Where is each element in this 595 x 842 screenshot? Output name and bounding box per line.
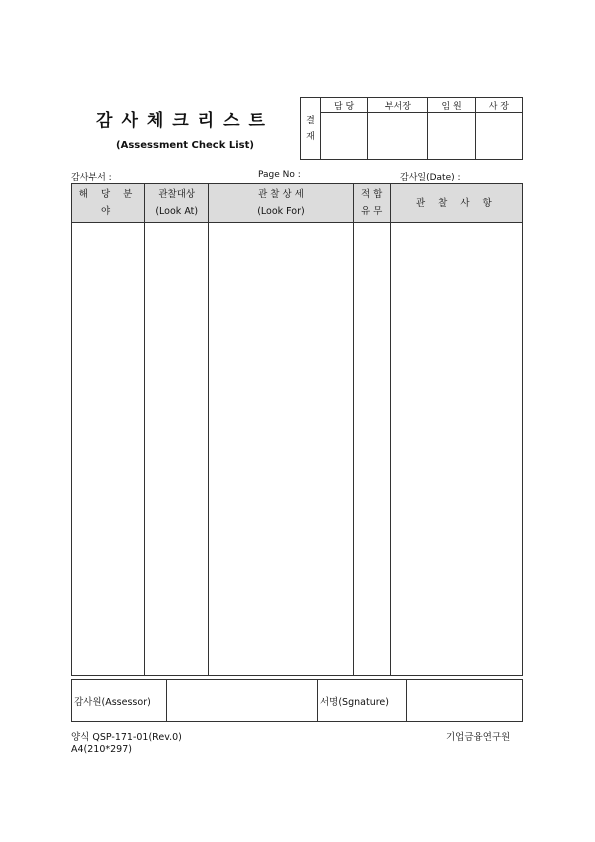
assessor-label: 감사원(Assessor) [72,680,167,722]
paper-size: A4(210*297) [71,744,132,755]
document-subtitle: (Assessment Check List) [116,140,254,151]
approval-side-label: 결 재 [301,98,321,160]
approval-sign-president[interactable] [475,113,522,160]
approval-sign-executive[interactable] [428,113,475,160]
document-title: 감사체크리스트 [96,111,274,131]
approval-col-executive: 임 원 [428,98,475,113]
checklist-table [71,183,523,676]
approval-sign-manager[interactable] [321,113,368,160]
organization-name: 기업금융연구원 [446,732,511,743]
cell-conformity[interactable] [353,223,390,676]
dept-label: 감사부서 : [71,173,112,183]
cell-look-at[interactable] [145,223,209,676]
header-conformity: 적 합 유 무 [353,184,390,223]
cell-area[interactable] [72,223,145,676]
cell-observations[interactable] [390,223,522,676]
approval-box [300,97,523,160]
header-look-for: 관 찰 상 세 (Look For) [209,184,353,223]
cell-look-for[interactable] [209,223,353,676]
date-label: 감사일(Date) : [400,173,461,183]
header-area: 해 당 분 야 [72,184,145,223]
approval-col-dept-head: 부서장 [368,98,428,113]
signature-table [71,679,523,722]
approval-col-manager: 담 당 [321,98,368,113]
form-number: 양식 QSP-171-01(Rev.0) [71,732,182,743]
signature-label: 서명(Sgnature) [318,680,407,722]
approval-col-president: 사 장 [475,98,522,113]
assessor-field[interactable] [167,680,318,722]
header-observations: 관 찰 사 항 [390,184,522,223]
approval-sign-dept-head[interactable] [368,113,428,160]
page-no-label: Page No : [258,170,301,180]
signature-field[interactable] [407,680,523,722]
header-look-at: 관찰대상 (Look At) [145,184,209,223]
